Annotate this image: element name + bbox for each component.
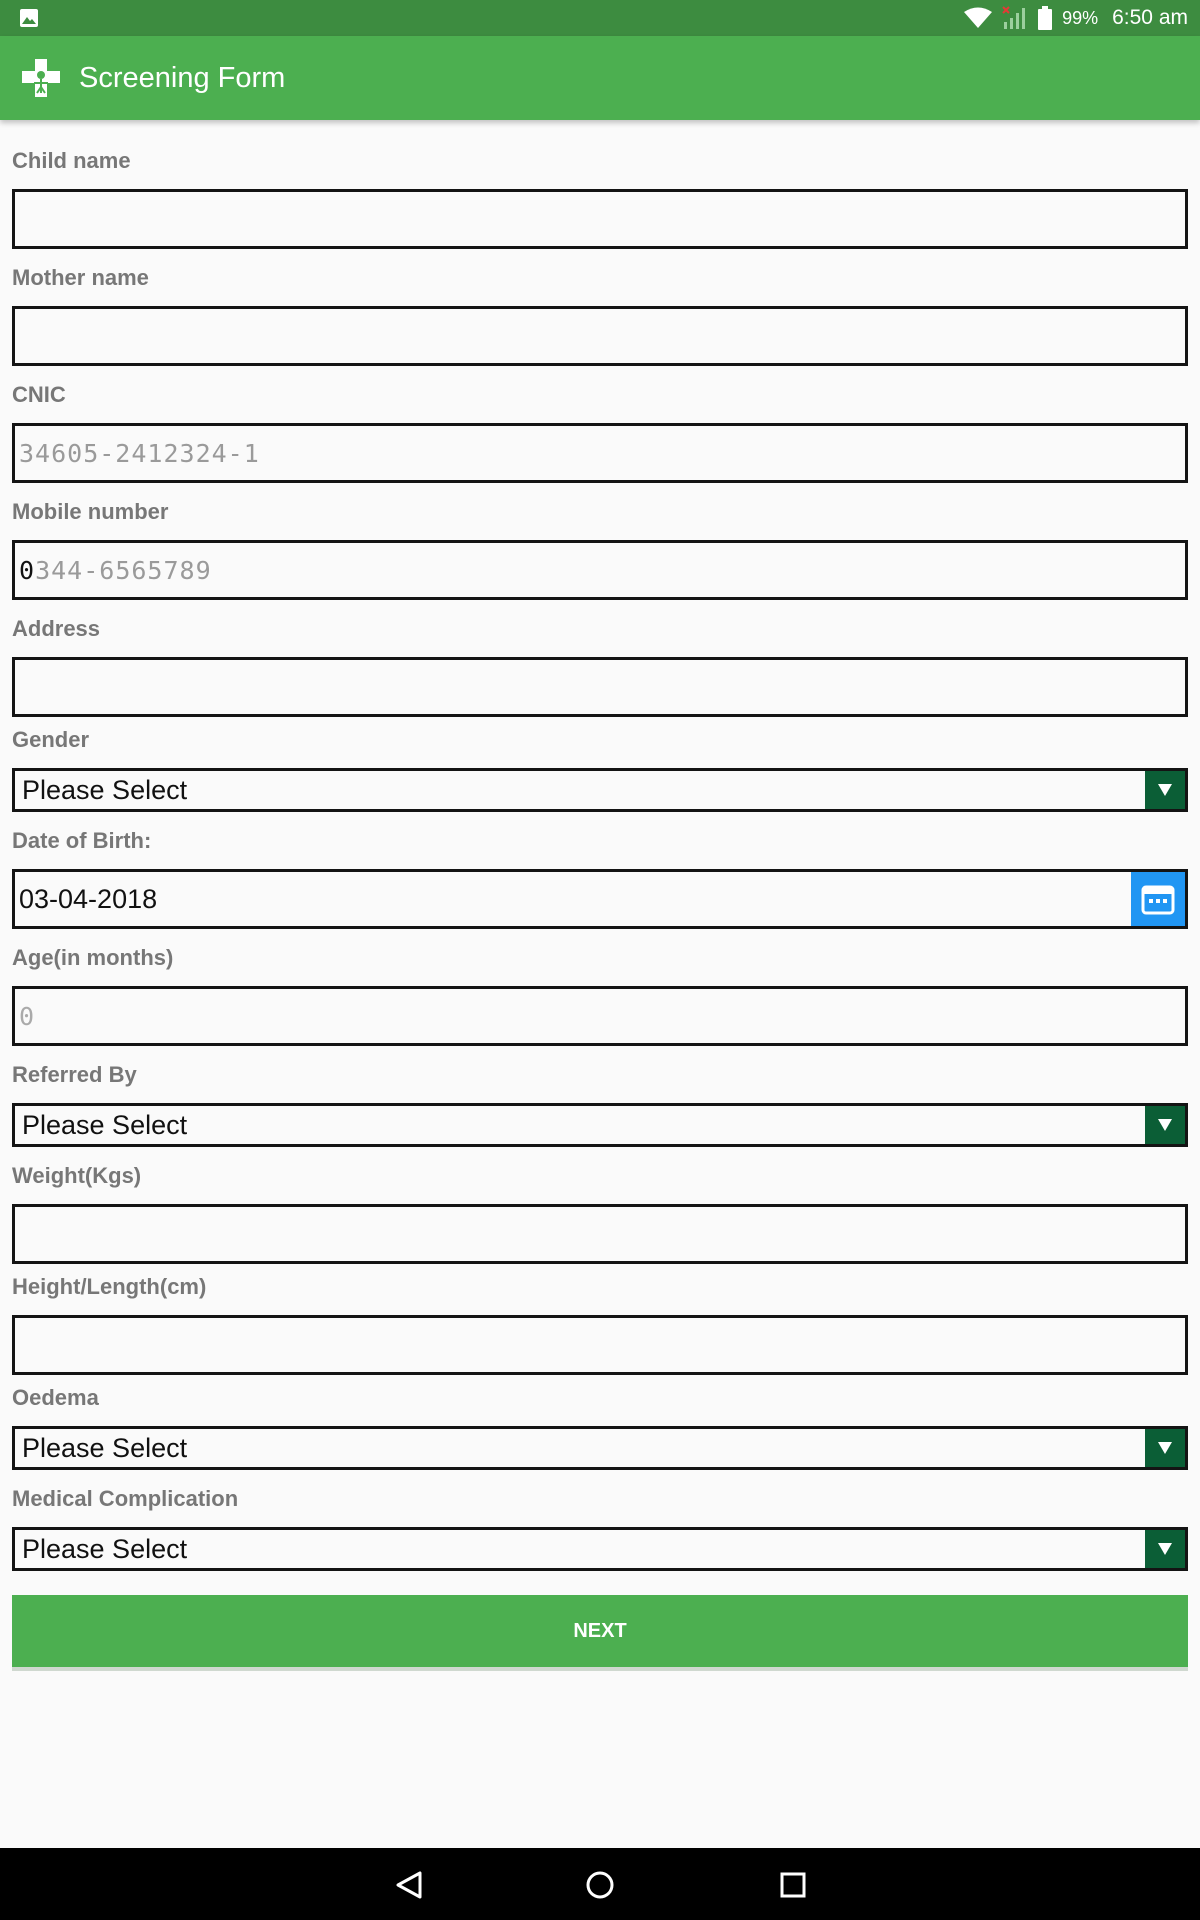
gender-dropdown-button[interactable]	[1145, 771, 1185, 809]
oedema-select[interactable]	[12, 1426, 1188, 1470]
dropdown-arrow-icon	[1157, 783, 1173, 797]
wifi-icon	[964, 7, 992, 29]
cnic-input[interactable]	[12, 423, 1188, 483]
medical-complication-selected: Please Select	[22, 1533, 188, 1564]
referred-by-selected: Please Select	[22, 1109, 188, 1140]
child-name-label: Child name	[12, 148, 131, 173]
dropdown-arrow-icon	[1157, 1441, 1173, 1455]
gender-label: Gender	[12, 727, 90, 752]
calendar-button[interactable]	[1131, 872, 1185, 926]
weight-input[interactable]	[12, 1204, 1188, 1264]
mobile-number-value	[19, 543, 212, 597]
height-input[interactable]	[12, 1315, 1188, 1375]
weight-label: Weight(Kgs)	[12, 1163, 142, 1188]
battery-icon	[1038, 6, 1052, 30]
oedema-dropdown-button[interactable]	[1145, 1429, 1185, 1467]
mobile-number-typed: 0	[19, 555, 36, 585]
signal-icon	[1002, 6, 1028, 30]
height-label: Height/Length(cm)	[12, 1274, 207, 1299]
app-logo-icon	[20, 57, 62, 99]
back-icon[interactable]	[394, 1870, 424, 1900]
clock: 6:50 am	[1112, 6, 1188, 29]
oedema-label: Oedema	[12, 1385, 99, 1410]
date-of-birth-input[interactable]	[12, 869, 1188, 929]
child-name-input[interactable]	[12, 189, 1188, 249]
medical-complication-select[interactable]	[12, 1527, 1188, 1571]
address-input[interactable]	[12, 657, 1188, 717]
home-icon[interactable]	[585, 1870, 615, 1900]
calendar-icon	[1141, 883, 1175, 915]
mobile-number-label: Mobile number	[12, 499, 169, 524]
medical-complication-label: Medical Complication	[12, 1486, 239, 1511]
date-of-birth-label: Date of Birth:	[12, 828, 152, 853]
age-placeholder: 0	[19, 1001, 35, 1031]
referred-by-label: Referred By	[12, 1062, 137, 1087]
battery-percent: 99%	[1062, 7, 1099, 28]
status-bar	[0, 0, 1200, 36]
oedema-selected: Please Select	[22, 1432, 188, 1463]
next-button[interactable]: NEXT	[12, 1595, 1188, 1667]
age-label: Age(in months)	[12, 945, 174, 970]
cnic-placeholder: 34605-2412324-1	[19, 438, 260, 468]
navigation-bar	[0, 1848, 1200, 1920]
image-notification-icon	[19, 8, 39, 28]
recents-icon[interactable]	[778, 1870, 808, 1900]
dropdown-arrow-icon	[1157, 1542, 1173, 1556]
gender-select[interactable]	[12, 768, 1188, 812]
app-bar	[0, 36, 1200, 120]
address-label: Address	[12, 616, 101, 641]
mobile-number-input[interactable]	[12, 540, 1188, 600]
date-of-birth-value: 03-04-2018	[19, 883, 158, 914]
referred-by-dropdown-button[interactable]	[1145, 1106, 1185, 1144]
medical-complication-dropdown-button[interactable]	[1145, 1530, 1185, 1568]
age-input[interactable]	[12, 986, 1188, 1046]
cnic-label: CNIC	[12, 382, 66, 407]
gender-selected: Please Select	[22, 774, 188, 805]
dropdown-arrow-icon	[1157, 1118, 1173, 1132]
mother-name-input[interactable]	[12, 306, 1188, 366]
page-title: Screening Form	[79, 61, 286, 94]
mobile-number-placeholder: 344-6565789	[35, 555, 212, 585]
mother-name-label: Mother name	[12, 265, 149, 290]
referred-by-select[interactable]	[12, 1103, 1188, 1147]
